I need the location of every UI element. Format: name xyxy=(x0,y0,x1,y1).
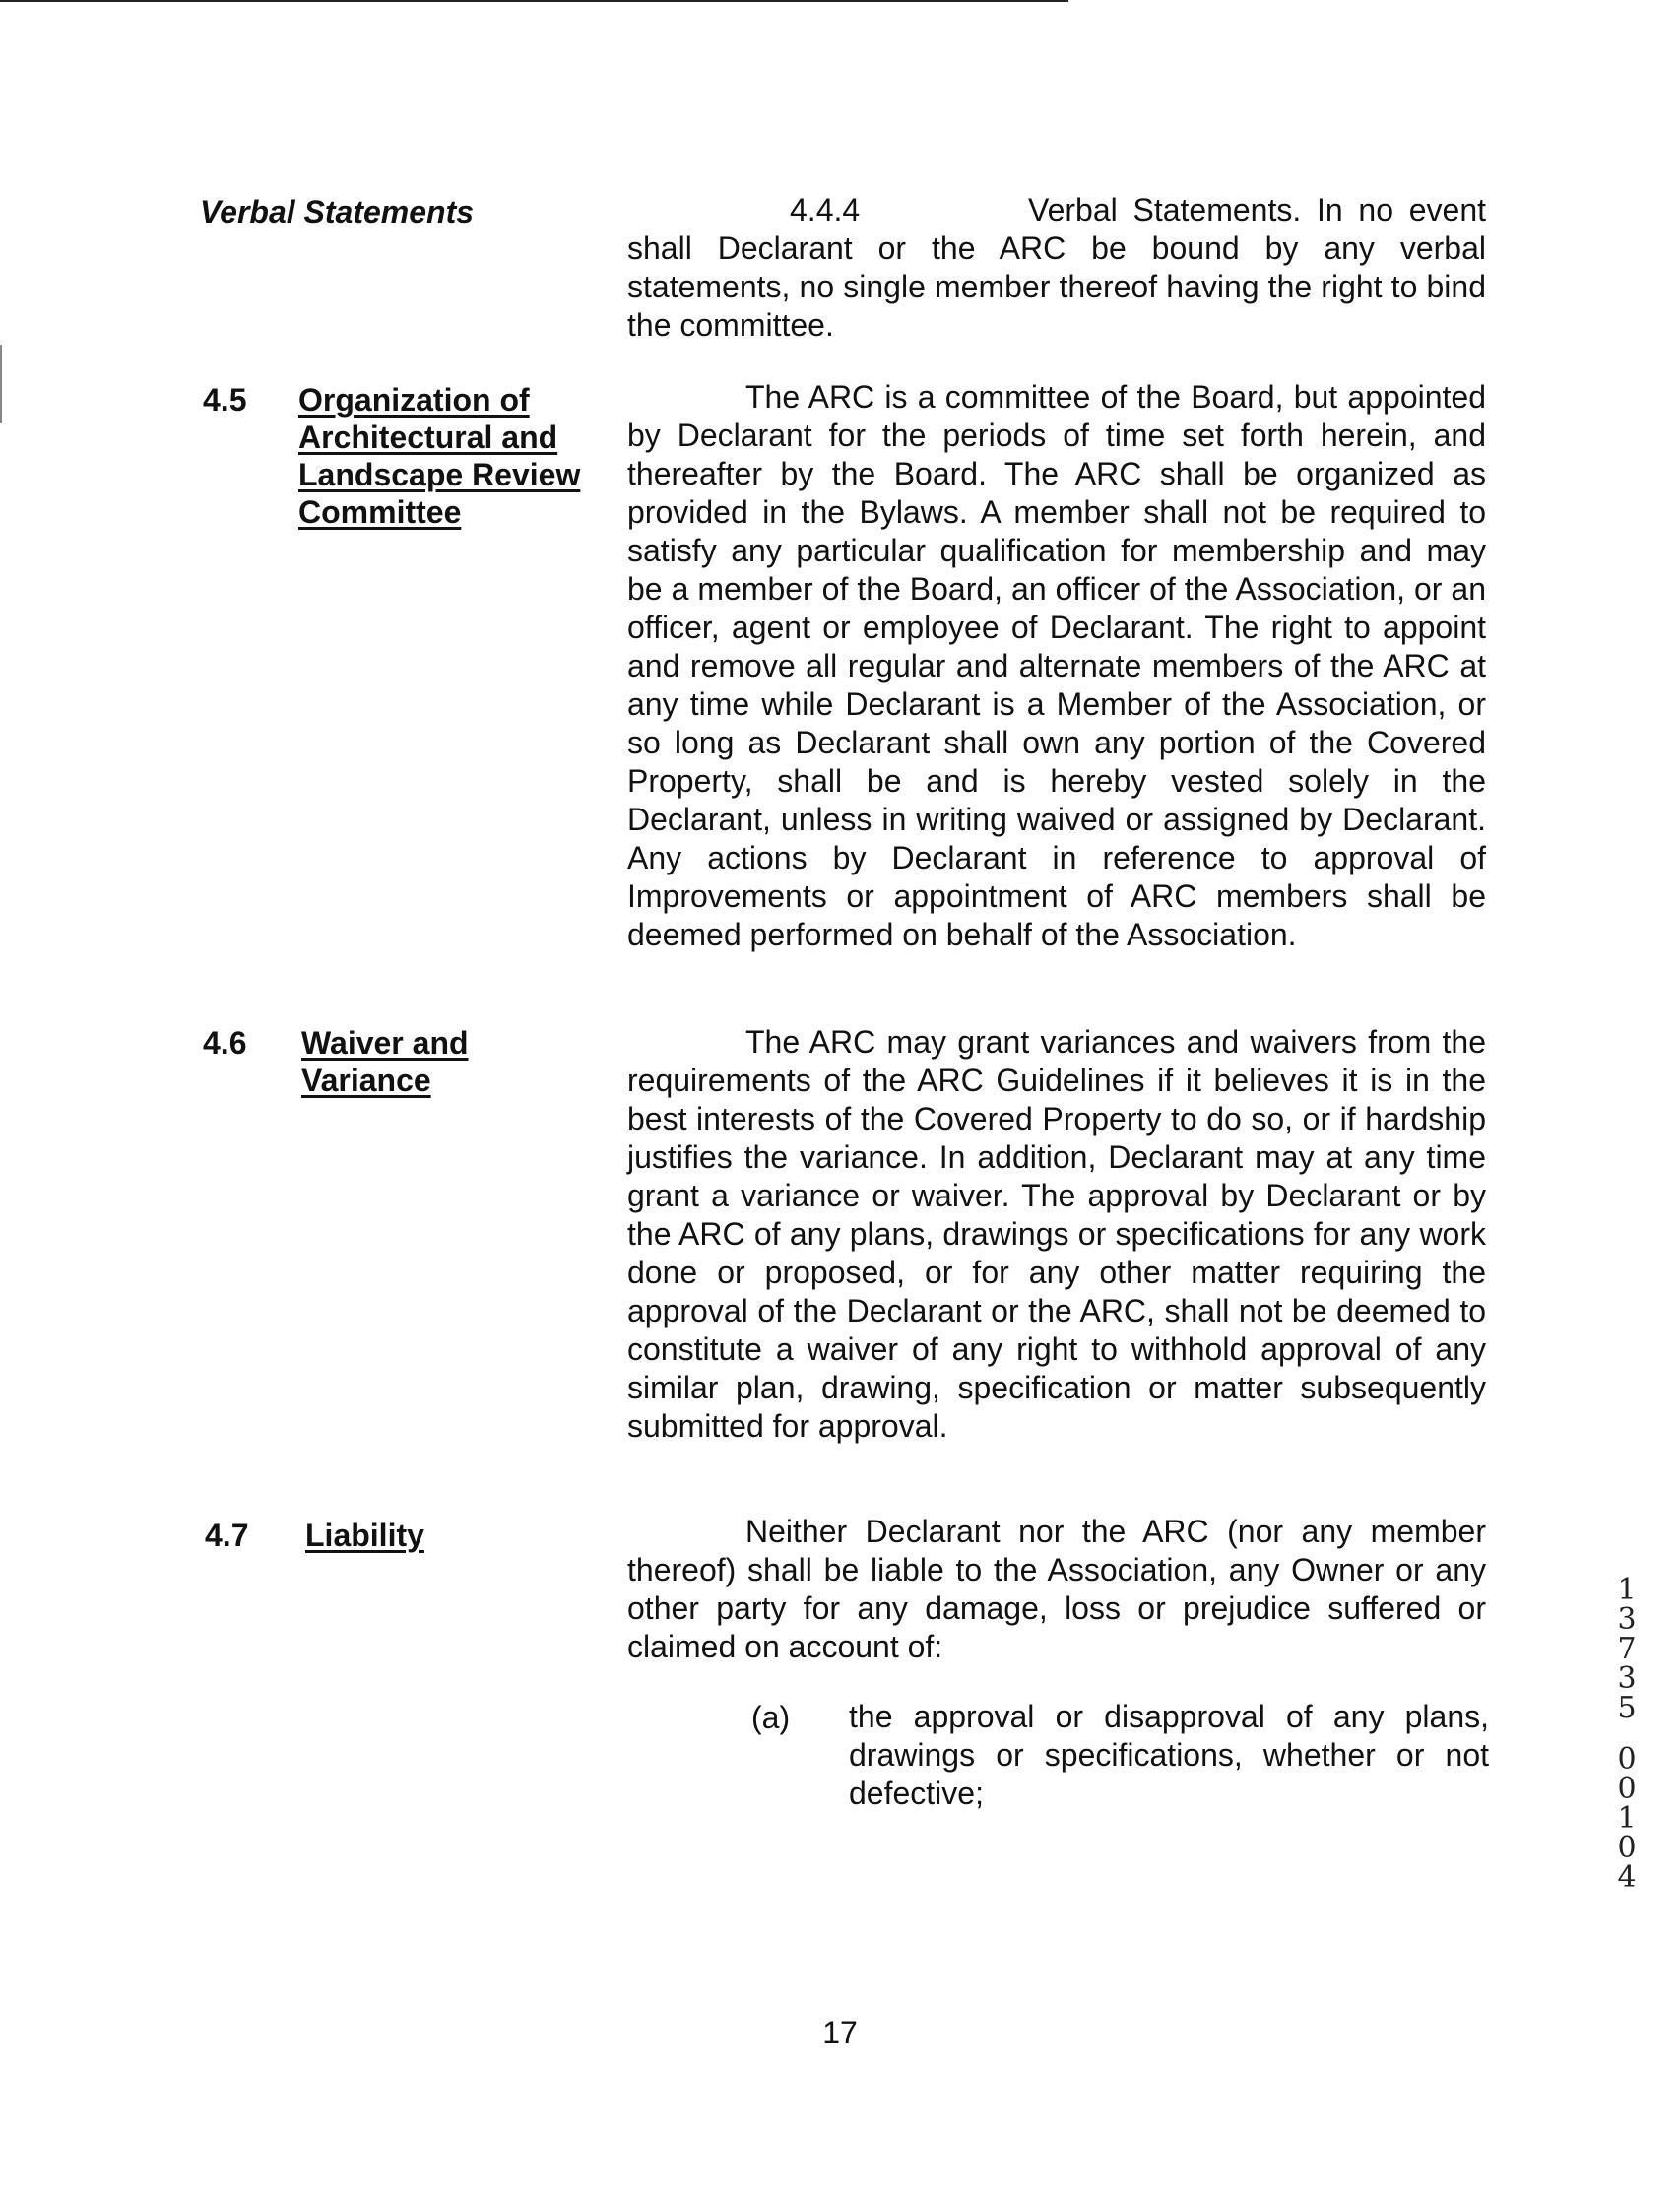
section-title xyxy=(305,1517,424,1554)
verbal-statements-first-line: In no event xyxy=(1316,192,1487,227)
section-paragraph: The ARC is a committee of the Board, but appointed by Declarant for the periods of time set forth herein, and thereafter by the Board. The ARC shall be organized as provided in the Bylaws. A member shall not be required to satisfy any particular qualification for membership and may be a member of the Board, an officer of the Association, or an officer, agent or employee of Declarant. The right to appoint and remove all regular and alternate members of the ARC at any time while Declarant is a Member of the Association, or so long as Declarant shall own any portion of the Covered Property, shall be and is hereby vested solely in the Declarant, unless in writing waived or assigned by Declarant. Any actions by Declarant in reference to approval of Improvements or appointment of ARC members shall be deemed performed on behalf of the Association. xyxy=(627,379,1486,952)
stamp-char: 1 xyxy=(1617,1801,1637,1836)
verbal-statements-text: shall Declarant or the ARC be bound by any verbal statements, no single member thereof having the right to bind the committee. xyxy=(627,230,1486,343)
verbal-statements-heading: Verbal Statements xyxy=(200,194,475,229)
scan-border-top xyxy=(0,0,1068,2)
section-title-line: Waiver and xyxy=(301,1025,469,1061)
scan-border-left xyxy=(0,345,2,423)
stamp-char: 0 xyxy=(1617,1772,1637,1806)
section-title-line: Organization of xyxy=(298,382,530,418)
section-title-line: Liability xyxy=(305,1518,424,1553)
section-title-line: Architectural and xyxy=(298,420,558,455)
section-number: 4.5 xyxy=(203,382,247,418)
stamp-char: 3 xyxy=(1617,1661,1637,1696)
list-item-text: the approval or disapproval of any plans, drawings or specifications, whether or not defective; xyxy=(849,1699,1489,1811)
verbal-statements-inline-title: Verbal Statements. xyxy=(1028,192,1302,227)
verbal-statements-number: 4.4.4 xyxy=(790,192,861,227)
list-item-label: (a) xyxy=(751,1700,791,1735)
section-number: 4.7 xyxy=(205,1518,249,1553)
section-paragraph: Neither Declarant nor the ARC (nor any member thereof) shall be liable to the Association, any Owner or any other party for any damage, loss or prejudice suffered or claimed on account of: xyxy=(627,1514,1486,1664)
section-number: 4.6 xyxy=(203,1025,247,1061)
stamp-char: 1 xyxy=(1617,1573,1637,1607)
verbal-statements-paragraph xyxy=(627,191,1486,345)
stamp-char: 3 xyxy=(1617,1602,1637,1637)
stamp-char: 0 xyxy=(1617,1742,1637,1777)
page-number: 17 xyxy=(822,2015,858,2050)
stamp-char: 7 xyxy=(1617,1632,1637,1666)
stamp-char: 5 xyxy=(1617,1691,1637,1725)
section-title xyxy=(301,1024,469,1099)
section-title-line: Committee xyxy=(298,494,462,530)
section-title-line: Landscape Review xyxy=(298,457,581,492)
stamp-char: 4 xyxy=(1617,1860,1637,1895)
section-title-line: Variance xyxy=(301,1063,431,1098)
document-stamp xyxy=(1607,1573,1647,1895)
stamp-char: 0 xyxy=(1617,1831,1637,1865)
section-paragraph: The ARC may grant variances and waivers from the requirements of the ARC Guidelines if it believes it is in the best interests of the Covered Property to do so, or if hardship justifies the variance. In addition, Declarant may at any time grant a variance or waiver. The approval by Declarant or by the ARC of any plans, drawings or specifications for any work done or proposed, or for any other matter requiring the approval of the Declarant or the ARC, shall not be deemed to constitute a waiver of any right to withhold approval of any similar plan, drawing, specification or matter subsequently submitted for approval. xyxy=(627,1024,1486,1444)
section-title xyxy=(298,381,580,531)
